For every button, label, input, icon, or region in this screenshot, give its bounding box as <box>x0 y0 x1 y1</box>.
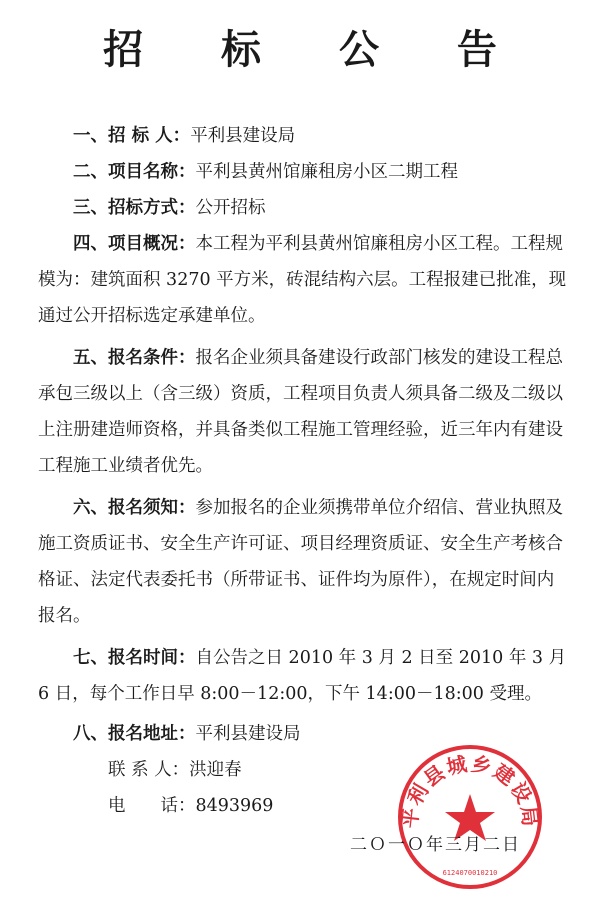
item-label: 三、招标方式： <box>73 198 196 218</box>
page-title: 招 标 公 告 <box>103 26 529 73</box>
item-label: 六、报名须知： <box>73 498 196 518</box>
item-value: 平利县建设局 <box>190 126 296 146</box>
item-label: 四、项目概况： <box>73 234 196 254</box>
item-value: 参加报名的企业须携带单位介绍信、营业执照及施工资质证书、安全生产许可证、项目经理资质证、安全生产考核合格证、法定代表委托书（所带证书、证件均为原件），在规定时间内报名。 <box>38 498 563 626</box>
seal-code: 6124070010210 <box>442 869 498 877</box>
contact-label: 联 系 人： <box>108 760 190 780</box>
item-value: 报名企业须具备建设行政部门核发的建设工程总承包三级以上（含三级）资质，工程项目负责人须具备二级及二级以上注册建造师资格，并具备类似工程施工管理经验，近三年内有建设工程施工业绩者优先。 <box>38 348 563 476</box>
seal-text: 平利县城乡建设局 <box>397 751 543 830</box>
item-label: 一、招 标 人： <box>73 126 191 146</box>
item-label: 五、报名条件： <box>73 348 196 368</box>
item-overview <box>38 226 570 334</box>
item-label: 八、报名地址： <box>73 724 196 744</box>
phone-label: 电 话： <box>108 796 196 816</box>
item-label: 二、项目名称： <box>73 162 196 182</box>
contact-value: 洪迎春 <box>189 760 242 780</box>
item-tender-method <box>38 190 570 226</box>
item-value: 本工程为平利县黄州馆廉租房小区工程。工程规模为：建筑面积 3270 平方米，砖混结构六层。工程报建已批准，现通过公开招标选定承建单位。 <box>38 234 567 326</box>
item-notice <box>38 490 570 634</box>
item-value: 自公告之日 2010 年 3 月 2 日至 2010 年 3 月 6 日，每个工作日早 8:00－12:00，下午 14:00－18:00 受理。 <box>38 648 567 704</box>
item-project-name <box>38 154 570 190</box>
item-tenderer <box>38 118 570 154</box>
item-value: 公开招标 <box>195 198 266 218</box>
item-value: 平利县黄州馆廉租房小区二期工程 <box>195 162 458 182</box>
item-registration-time <box>38 640 570 712</box>
item-value: 平利县建设局 <box>195 724 301 744</box>
item-requirements <box>38 340 570 484</box>
phone-value: 8493969 <box>195 796 274 816</box>
issue-date: 二Ｏ一Ｏ年三月二日 <box>350 835 521 855</box>
official-seal <box>395 742 545 892</box>
item-label: 七、报名时间： <box>73 648 196 668</box>
